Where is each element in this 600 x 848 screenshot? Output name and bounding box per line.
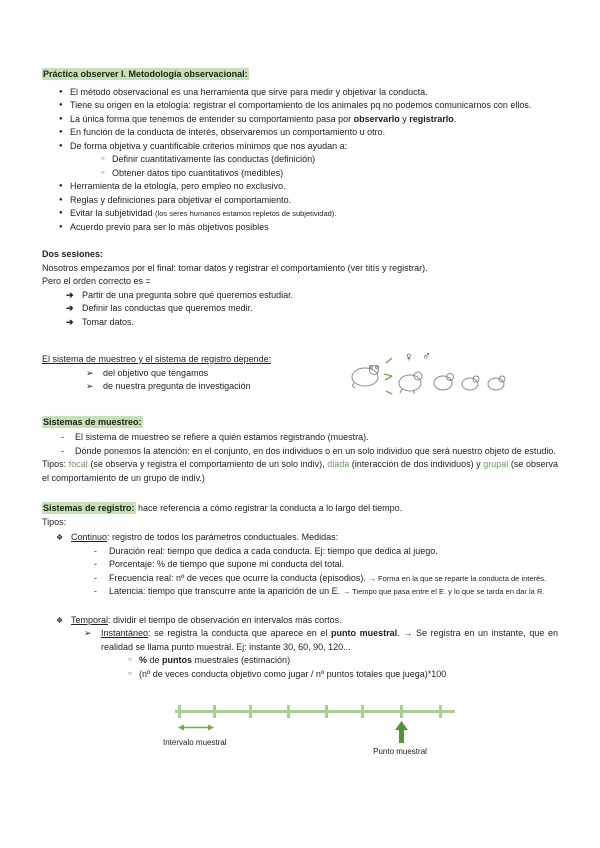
section-depende xyxy=(42,349,558,394)
bullet-item xyxy=(42,221,558,235)
timeline-tick xyxy=(325,705,328,718)
bullet-item xyxy=(42,180,558,194)
bullet-text: Evitar la subjetividad (los seres humanos estamos repletos de subjetividad). xyxy=(70,208,337,218)
diamond-text: Continuo: registro de todos los parámetros conductuales. Medidas: xyxy=(71,532,339,542)
bullet-icon: ● xyxy=(59,142,63,149)
triangle-bullet-icon: ➢ xyxy=(86,381,94,391)
bullet-icon: ● xyxy=(59,102,63,108)
dash-item xyxy=(42,431,558,445)
bullet-icon: ● xyxy=(59,210,63,216)
tipo-grupal: grupal xyxy=(483,459,509,469)
bullet-text: De forma objetiva y cuantificable criterios mínimos que nos ayudan a: xyxy=(70,140,348,151)
medida-item xyxy=(42,585,558,599)
dash-bullet-icon: - xyxy=(94,559,97,569)
section-heading xyxy=(42,68,558,82)
section-metodologia xyxy=(42,68,558,234)
bullet-icon: ● xyxy=(59,183,63,189)
bullet-text: Herramienta de la etología, pero empleo no exclusivo. xyxy=(70,181,286,191)
triangle-item-instantaneo xyxy=(42,627,558,654)
medida-text: Duración real: tiempo que dedica a cada conducta. Ej: tiempo que dedica al juego. xyxy=(109,545,438,556)
diamond-item-continuo xyxy=(42,531,558,545)
triangle-bullet-icon: ➢ xyxy=(86,367,94,378)
sub-bullet-item xyxy=(42,654,558,668)
bullet-item xyxy=(42,194,558,208)
arrow-bullet-icon: ➔ xyxy=(66,316,74,327)
timeline-tick xyxy=(439,705,442,718)
medida-text: Porcentaje: % de tiempo que supone mi conducta del total. xyxy=(109,559,345,569)
dash-item xyxy=(42,445,558,459)
dash-text: Dónde ponemos la atención: en el conjunto, en dos individuos o en un solo individuo que será nuestro objeto de estudio. xyxy=(75,445,556,456)
arrow-item xyxy=(42,289,558,303)
medida-item xyxy=(42,572,558,586)
diamond-bullet-icon: ❖ xyxy=(56,615,64,625)
dash-bullet-icon: - xyxy=(94,572,97,583)
sub-bullet-item xyxy=(42,668,558,682)
paragraph: Nosotros empezamos por el final: tomar datos y registrar el comportamiento (ver titís y registrar). xyxy=(42,262,428,273)
paragraph: Pero el orden correcto es = xyxy=(42,276,151,286)
bullet-text: Reglas y definiciones para objetivar el comportamiento. xyxy=(70,194,292,205)
bullet-item xyxy=(42,140,558,154)
sub-bullet-item xyxy=(42,167,558,181)
section-dos-sesiones xyxy=(42,248,558,329)
point-up-arrow-icon xyxy=(395,721,408,743)
timeline-tick xyxy=(400,705,403,718)
dash-bullet-icon: - xyxy=(94,586,97,596)
arrow-text: Tomar datos. xyxy=(82,316,135,327)
tipos-label: Tipos: xyxy=(42,516,67,527)
bullet-text: Acuerdo previo para ser lo más objetivos posibles xyxy=(70,221,269,232)
arrow-item xyxy=(42,302,558,316)
section-heading: El sistema de muestreo y el sistema de registro depende: xyxy=(42,354,272,364)
section-registro xyxy=(42,502,558,681)
timeline-tick xyxy=(249,705,252,718)
bullet-icon: ● xyxy=(59,129,63,135)
sub-bullet-item xyxy=(42,153,558,167)
inline-arrow-icon: → xyxy=(342,587,351,596)
arrow-bullet-icon: ➔ xyxy=(66,289,74,300)
bullet-text: La única forma que tenemos de entender su comportamiento pasa por observarlo y registrarlo. xyxy=(70,113,457,124)
medida-text: Latencia: tiempo que transcurre ante la aparición de un E. → Tiempo que pasa entre el E. y lo que se tarda en dar la R. xyxy=(109,586,545,596)
timeline-tick xyxy=(287,705,290,718)
diamond-text: Temporal: dividir el tiempo de observación en intervalos más cortos. xyxy=(71,614,342,625)
diamond-bullet-icon: ❖ xyxy=(56,533,64,542)
arrow-text: Partir de una pregunta sobre qué queremos estudiar. xyxy=(82,289,294,300)
inline-arrow-icon: → xyxy=(368,573,376,583)
section-heading: Sistemas de muestreo: xyxy=(43,416,142,427)
triangle-text: de nuestra pregunta de investigación xyxy=(103,381,251,391)
bullet-text: El método observacional es una herramienta que sirve para medir y objetivar la conducta. xyxy=(70,86,428,97)
arrow-item xyxy=(42,316,558,330)
bullet-item xyxy=(42,126,558,140)
sub-bullet-text: Definir cuantitativamente las conductas (definición) xyxy=(112,154,316,164)
timeline-diagram xyxy=(163,705,455,763)
bullet-item xyxy=(42,99,558,113)
male-icon: ♂ xyxy=(422,349,431,363)
monkey-sketch xyxy=(348,347,518,397)
point-label: Punto muestral xyxy=(373,747,427,756)
sub-bullet-icon: ○ xyxy=(128,657,132,663)
sub-bullet-text: % de puntos muestrales (estimación) xyxy=(139,655,291,665)
bullet-item xyxy=(42,207,558,221)
timeline-line xyxy=(175,710,455,713)
interval-label: Intervalo muestral xyxy=(163,738,227,747)
interval-double-arrow-icon xyxy=(178,723,214,732)
sub-bullet-icon: ○ xyxy=(101,156,105,162)
sub-bullet-icon: ○ xyxy=(128,670,132,677)
sub-bullet-text: (nº de veces conducta objetivo como jugar / nº puntos totales que juega)*100 xyxy=(139,668,447,679)
dash-bullet-icon: - xyxy=(61,445,64,456)
sub-bullet-text: Obtener datos tipo cuantitativos (medibles) xyxy=(112,167,284,178)
medida-item xyxy=(42,545,558,559)
bullet-item xyxy=(42,86,558,100)
medida-item xyxy=(42,558,558,572)
dash-text: El sistema de muestreo se refiere a quién estamos registrando (muestra). xyxy=(75,432,369,442)
bullet-icon: ● xyxy=(59,115,63,122)
timeline-tick xyxy=(178,705,181,718)
bullet-icon: ● xyxy=(59,223,63,230)
section-heading: Sistemas de registro: hace referencia a cómo registrar la conducta a lo largo del tiempo. xyxy=(43,503,403,513)
bullet-icon: ● xyxy=(59,88,63,95)
triangle-bullet-icon: ➢ xyxy=(84,628,92,638)
timeline-tick xyxy=(361,705,364,718)
female-icon: ♀ xyxy=(404,349,414,364)
medida-text: Frecuencia real: nº de veces que ocurre la conducta (episodios). → Forma en la que se reparte la conducta de interés. xyxy=(109,572,547,583)
page-title: Práctica observer I. Metodología observacional: xyxy=(43,69,248,79)
tipos-paragraph: Tipos: focal (se observa y registra el comportamiento de un solo indiv), diada (interacción de dos individuos) y grupal (se observa el comportamiento de un grupo de indiv.) xyxy=(42,459,558,483)
bullet-icon: ● xyxy=(59,196,63,203)
bullet-text: En función de la conducta de interés, observaremos un comportamiento u otro. xyxy=(70,127,386,137)
tipo-focal: focal xyxy=(68,459,88,469)
arrow-bullet-icon: ➔ xyxy=(66,303,74,313)
sub-bullet-icon: ○ xyxy=(101,169,105,176)
monkey-sketch-drawing xyxy=(348,347,518,397)
bullet-item xyxy=(42,113,558,127)
dash-bullet-icon: - xyxy=(61,432,64,442)
section-muestreo xyxy=(42,416,558,486)
bullet-text: Tiene su origen en la etología: registrar el comportamiento de los animales pq no podemos comunicarnos con ellos. xyxy=(70,100,532,110)
arrow-text: Definir las conductas que queremos medir. xyxy=(82,303,253,313)
timeline-tick xyxy=(213,705,216,718)
diamond-item-temporal xyxy=(42,614,558,628)
dash-bullet-icon: - xyxy=(94,545,97,556)
section-heading: Dos sesiones: xyxy=(42,249,104,259)
triangle-text: Instantáneo: se registra la conducta que aparece en el punto muestral. → Se registra en un instante, que en realidad se llama punto muestral. Ej: instante 30, 60, 90, 120... xyxy=(101,628,558,652)
triangle-text: del objetivo que tengamos xyxy=(103,367,209,378)
tipo-diada: diada xyxy=(327,459,350,469)
